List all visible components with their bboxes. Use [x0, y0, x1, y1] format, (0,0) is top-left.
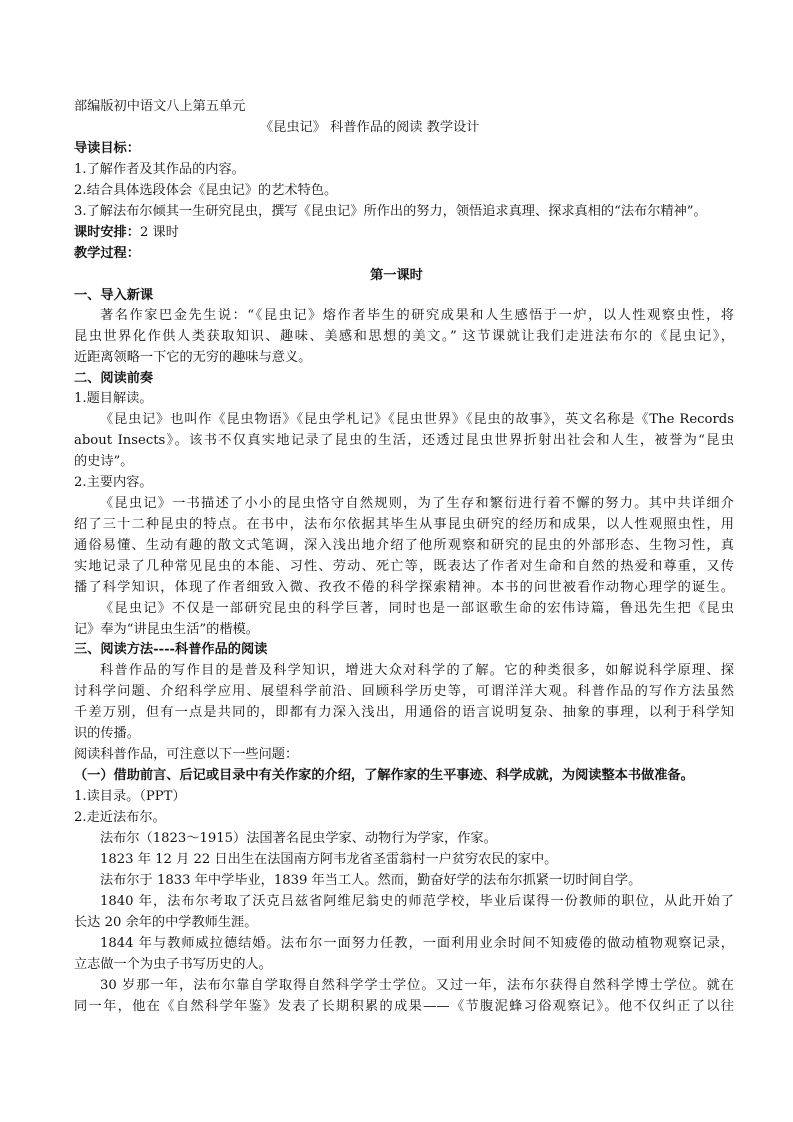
list-item: 1.读目录。（PPT）	[74, 789, 186, 804]
page-title: 《昆虫记》 科普作品的阅读 教学设计	[260, 120, 480, 135]
paragraph-line: 1844 年与教师威拉德结婚。法布尔一面努力任教，一面利用业余时间不知疲倦的做动植物观察记录，	[100, 936, 734, 951]
paragraph-line: 同一年，他在《自然科学年鉴》发表了长期积累的成果——《节腹泥蜂习俗观察记》。他不仅纠正了以往	[74, 999, 734, 1014]
paragraph-line: 阅读科普作品，可注意以下一些问题：	[74, 747, 299, 762]
process-heading: 教学过程：	[74, 246, 140, 261]
paragraph-line: 长达 20 余年的中学教师生涯。	[74, 915, 258, 930]
paragraph-line: 《昆虫记》一书描述了小小的昆虫恪守自然规则，为了生存和繁衍进行着不懈的努力。其中共详细介	[100, 496, 734, 511]
paragraph-line: 1823 年 12 月 22 日出生在法国南方阿韦龙省圣雷翁村一户贫穷农民的家中。	[100, 852, 558, 867]
paragraph-line: 法布尔于 1833 年中学毕业，1839 年当工人。然而，勤奋好学的法布尔抓紧一切时间自学。	[100, 873, 642, 888]
paragraph-line: 《昆虫记》也叫作《昆虫物语》《昆虫学札记》《昆虫世界》《昆虫的故事》，英文名称是《The Records	[100, 412, 734, 427]
subheading: 1.题目解读。	[74, 391, 153, 406]
lesson-title: 第一课时	[370, 268, 423, 283]
section-heading: 一、导入新课	[74, 288, 154, 303]
paragraph-line: 千差万别，但有一点是共同的，即都有力深入浅出，用通俗的语言说明复杂、抽象的事理，以利于科学知	[74, 705, 734, 720]
paragraph-line: 近距离领略一下它的无穷的趣味与意义。	[74, 350, 312, 365]
paragraph-line: 著名作家巴金先生说：“《昆虫记》熔作者毕生的研究成果和人生感悟于一炉，以人性观察虫性，将	[100, 308, 734, 323]
paragraph-line: 的史诗”。	[74, 454, 134, 469]
paragraph-line: about Insects》。该书不仅真实地记录了昆虫的生活，还透过昆虫世界折射出社会和人生，被誉为“昆虫	[74, 433, 734, 448]
paragraph-line: 讨科学问题、介绍科学应用、展望科学前沿、回顾科学历史等，可谓洋洋大观。科普作品的写作方法虽然	[74, 684, 734, 699]
subheading: 2.主要内容。	[74, 475, 153, 490]
paragraph-line: 30 岁那一年，法布尔靠自学取得自然科学学士学位。又过一年，法布尔获得自然科学博士学位。就在	[100, 978, 734, 993]
list-item: 2.走近法布尔。	[74, 810, 166, 825]
point-heading: （一）借助前言、后记或目录中有关作家的介绍，了解作家的生平事迹、科学成就，为阅读整本书做准备。	[74, 768, 694, 783]
goal-item: 3.了解法布尔倾其一生研究昆虫，撰写《昆虫记》所作出的努力，领悟追求真理、探求真相的“法布尔精神”。	[74, 204, 707, 219]
schedule-label: 课时安排：	[74, 225, 140, 240]
paragraph-line: 昆虫世界化作供人类获取知识、趣味、美感和思想的美文。” 这节课就让我们走进法布尔的《昆虫记》，	[74, 329, 734, 344]
goals-heading: 导读目标：	[74, 141, 140, 156]
goal-item: 2.结合具体选段体会《昆虫记》的艺术特色。	[74, 183, 338, 198]
paragraph-line: 科普作品的写作目的是普及科学知识，增进大众对科学的了解。它的种类很多，如解说科学原理、探	[100, 663, 734, 678]
schedule-value: 2 课时	[139, 225, 179, 240]
paragraph-line: 《昆虫记》不仅是一部研究昆虫的科学巨著，同时也是一部讴歌生命的宏伟诗篇，鲁迅先生把《昆虫	[100, 601, 734, 616]
series-label: 部编版初中语文八上第五单元	[74, 99, 246, 114]
paragraph-line: 1840 年，法布尔考取了沃克吕兹省阿维尼翁史的师范学校，毕业后谋得一份教师的职位，从此开始了	[100, 894, 734, 909]
paragraph-line: 识的传播。	[74, 726, 140, 741]
schedule-row	[74, 223, 734, 243]
paragraph-line: 实地记录了几种常见昆虫的本能、习性、劳动、死亡等，既表达了作者对生命和自然的热爱和尊重，又传	[74, 559, 734, 574]
paragraph-line: 播了科学知识，体现了作者细致入微、孜孜不倦的科学探索精神。本书的问世被看作动物心理学的诞生。	[74, 580, 734, 595]
section-heading: 三、阅读方法----科普作品的阅读	[74, 642, 268, 657]
paragraph-line: 通俗易懂、生动有趣的散文式笔调，深入浅出地介绍了他所观察和研究的昆虫的外部形态、生物习性，真	[74, 538, 734, 553]
paragraph-line: 立志做一个为虫子书写历史的人。	[74, 957, 272, 972]
section-heading: 二、阅读前奏	[74, 371, 154, 386]
paragraph-line: 记》奉为“讲昆虫生活”的楷模。	[74, 622, 259, 637]
paragraph-line: 绍了三十二种昆虫的特点。在书中，法布尔依据其毕生从事昆虫研究的经历和成果，以人性观照虫性，用	[74, 517, 734, 532]
paragraph-line: 法布尔（1823～1915）法国著名昆虫学家、动物行为学家，作家。	[100, 831, 497, 846]
goal-item: 1.了解作者及其作品的内容。	[74, 162, 245, 177]
